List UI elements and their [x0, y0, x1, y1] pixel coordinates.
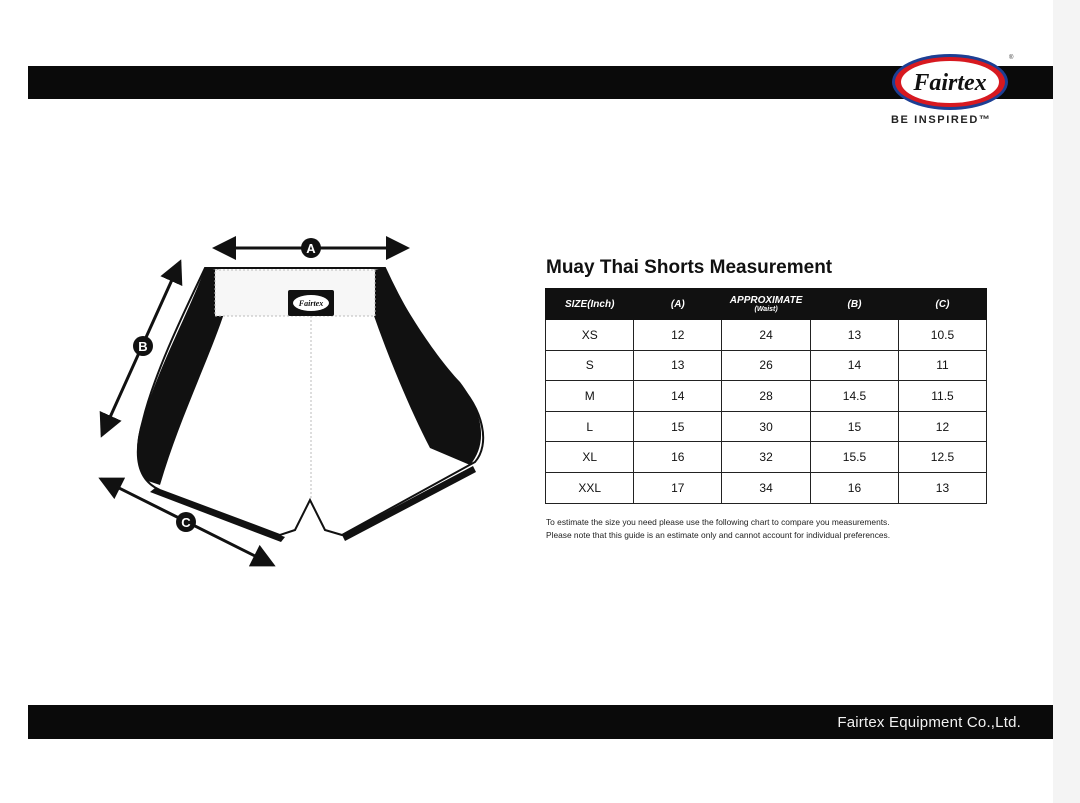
cell-waist: 32 [722, 442, 811, 473]
cell-b: 13 [810, 320, 898, 351]
cell-size: XL [546, 442, 634, 473]
brand-tagline: BE INSPIRED™ [891, 114, 992, 126]
shorts-diagram [95, 230, 495, 575]
cell-size: XXL [546, 472, 634, 503]
size-chart-table [545, 288, 987, 504]
label-c: C [181, 515, 191, 530]
cell-a: 15 [634, 411, 722, 442]
cell-c: 13 [898, 472, 986, 503]
cell-b: 16 [810, 472, 898, 503]
cell-a: 12 [634, 320, 722, 351]
cell-a: 13 [634, 350, 722, 381]
sizing-note-line1: To estimate the size you need please use the following chart to compare you measurements. [546, 517, 890, 527]
cell-a: 16 [634, 442, 722, 473]
cell-size: S [546, 350, 634, 381]
right-margin-strip [1053, 0, 1080, 803]
table-header-row [546, 289, 987, 320]
cell-c: 11.5 [898, 381, 986, 412]
label-a: A [306, 241, 316, 256]
header-b: (B) [810, 289, 898, 320]
table-row [546, 381, 987, 412]
cell-waist: 34 [722, 472, 811, 503]
fairtex-logo [888, 50, 1016, 114]
sizing-note [546, 516, 890, 541]
table-row [546, 472, 987, 503]
table-row [546, 442, 987, 473]
cell-a: 17 [634, 472, 722, 503]
cell-a: 14 [634, 381, 722, 412]
cell-c: 10.5 [898, 320, 986, 351]
cell-c: 11 [898, 350, 986, 381]
cell-b: 14 [810, 350, 898, 381]
cell-b: 15.5 [810, 442, 898, 473]
sizing-note-line2: Please note that this guide is an estimate only and cannot account for individual preferences. [546, 529, 891, 540]
cell-c: 12.5 [898, 442, 986, 473]
cell-size: M [546, 381, 634, 412]
cell-c: 12 [898, 411, 986, 442]
table-row [546, 320, 987, 351]
waistband-logo-text: Fairtex [298, 299, 324, 308]
header-approx [722, 289, 811, 320]
cell-b: 14.5 [810, 381, 898, 412]
header-approx-sub: (Waist) [754, 306, 778, 313]
cell-waist: 26 [722, 350, 811, 381]
header-c: (C) [898, 289, 986, 320]
table-title: Muay Thai Shorts Measurement [546, 257, 833, 278]
header-a: (A) [634, 289, 722, 320]
cell-size: XS [546, 320, 634, 351]
footer-company: Fairtex Equipment Co.,Ltd. [837, 714, 1021, 731]
footer-bar [28, 705, 1053, 739]
cell-waist: 24 [722, 320, 811, 351]
cell-waist: 30 [722, 411, 811, 442]
label-b: B [138, 339, 148, 354]
table-row [546, 411, 987, 442]
cell-b: 15 [810, 411, 898, 442]
logo-wordmark: Fairtex [913, 70, 987, 96]
header-approx-label: APPROXIMATE [729, 295, 803, 306]
header-size: SIZE(Inch) [546, 289, 634, 320]
cell-waist: 28 [722, 381, 811, 412]
table-row [546, 350, 987, 381]
cell-size: L [546, 411, 634, 442]
svg-text:®: ® [1009, 55, 1014, 61]
